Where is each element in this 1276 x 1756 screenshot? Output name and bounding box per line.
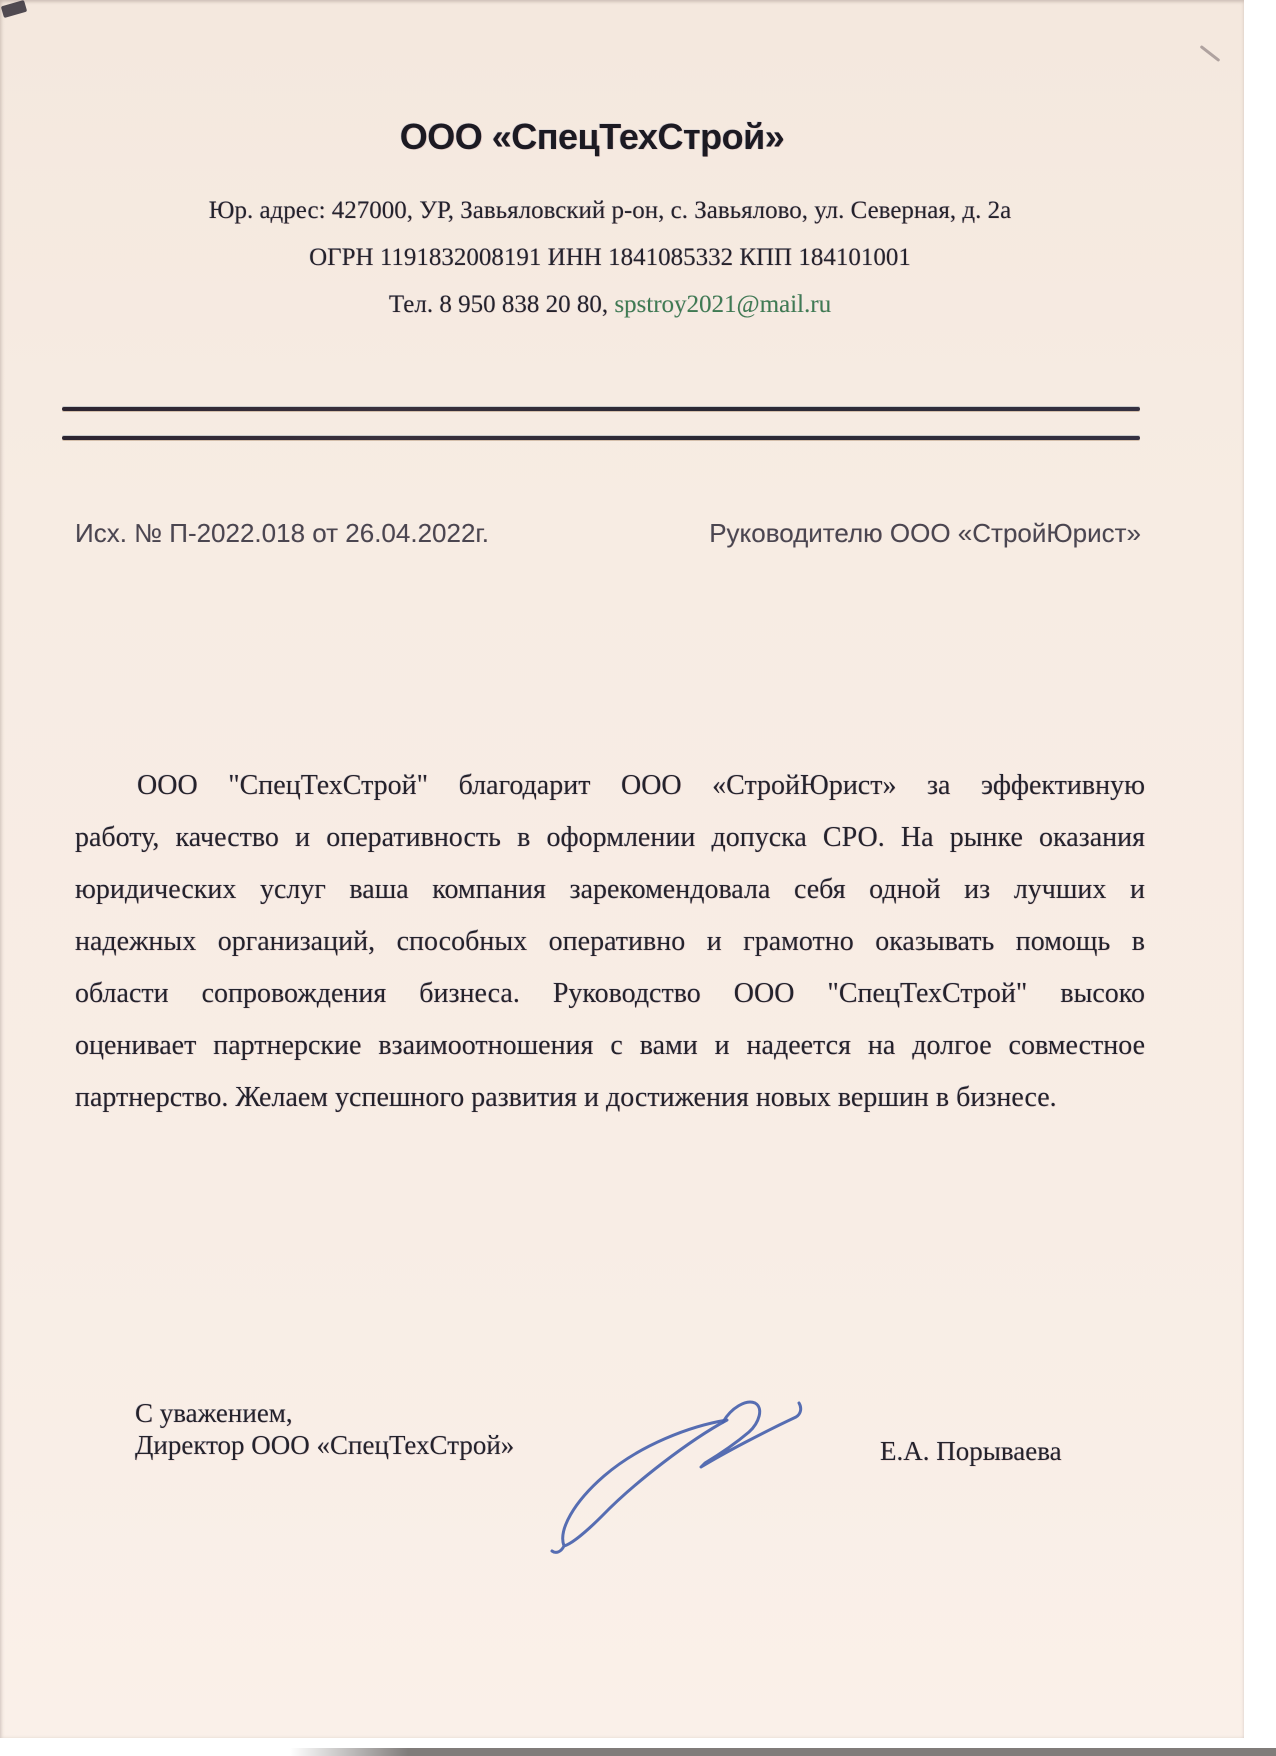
legal-address-line: Юр. адрес: 427000, УР, Завьяловский р-он, с. Завьялово, ул. Северная, д. 2а [208,197,1012,224]
body-line: оценивает партнерские взаимоотношения с вами и надеется на долгое совместное [75,1030,1145,1061]
email-address: spstroy2021@mail.ru [614,291,832,318]
registration-numbers-line: ОГРН 1191832008191 ИНН 1841085332 КПП 184101001 [309,244,911,271]
body-line: надежных организаций, способных оперативно и грамотно оказывать помощь в [75,926,1145,957]
signature-stroke [552,1420,727,1552]
company-title: ООО «СпецТехСтрой» [399,116,785,157]
divider-line-top [62,407,1140,411]
phone-number: Тел. 8 950 838 20 80, [388,291,615,318]
reference-row [75,518,1141,549]
scan-artifact-bottom-edge [290,1748,1276,1756]
closing-line: С уважением, [135,1398,293,1428]
body-line: ООО "СпецТехСтрой" благодарит ООО «СтройЮрист» за эффективную [137,770,1145,801]
phone-email-line [75,291,1145,319]
scan-artifact-corner-top-right [1200,45,1221,62]
handwritten-signature [540,1390,820,1560]
body-line: юридических услуг ваша компания зарекомендовала себя одной из лучших и [75,874,1145,905]
letter-body [75,760,1145,1124]
outgoing-number: Исх. № П-2022.018 от 26.04.2022г. [75,518,489,548]
signature-stroke [701,1402,801,1467]
body-line: партнерство. Желаем успешного развития и достижения новых вершин в бизнесе. [75,1082,1057,1113]
signatory-name: Е.А. Порываева [880,1436,1062,1466]
scan-artifact-corner-top-left [1,0,27,18]
addressee: Руководителю ООО «СтройЮрист» [709,518,1141,548]
body-line: области сопровождения бизнеса. Руководство ООО "СпецТехСтрой" высоко [75,978,1145,1009]
signatory-title: Директор ООО «СпецТехСтрой» [135,1430,515,1460]
body-line: работу, качество и оперативность в оформлении допуска СРО. На рынке оказания [75,822,1145,853]
divider-line-bottom [62,436,1140,440]
